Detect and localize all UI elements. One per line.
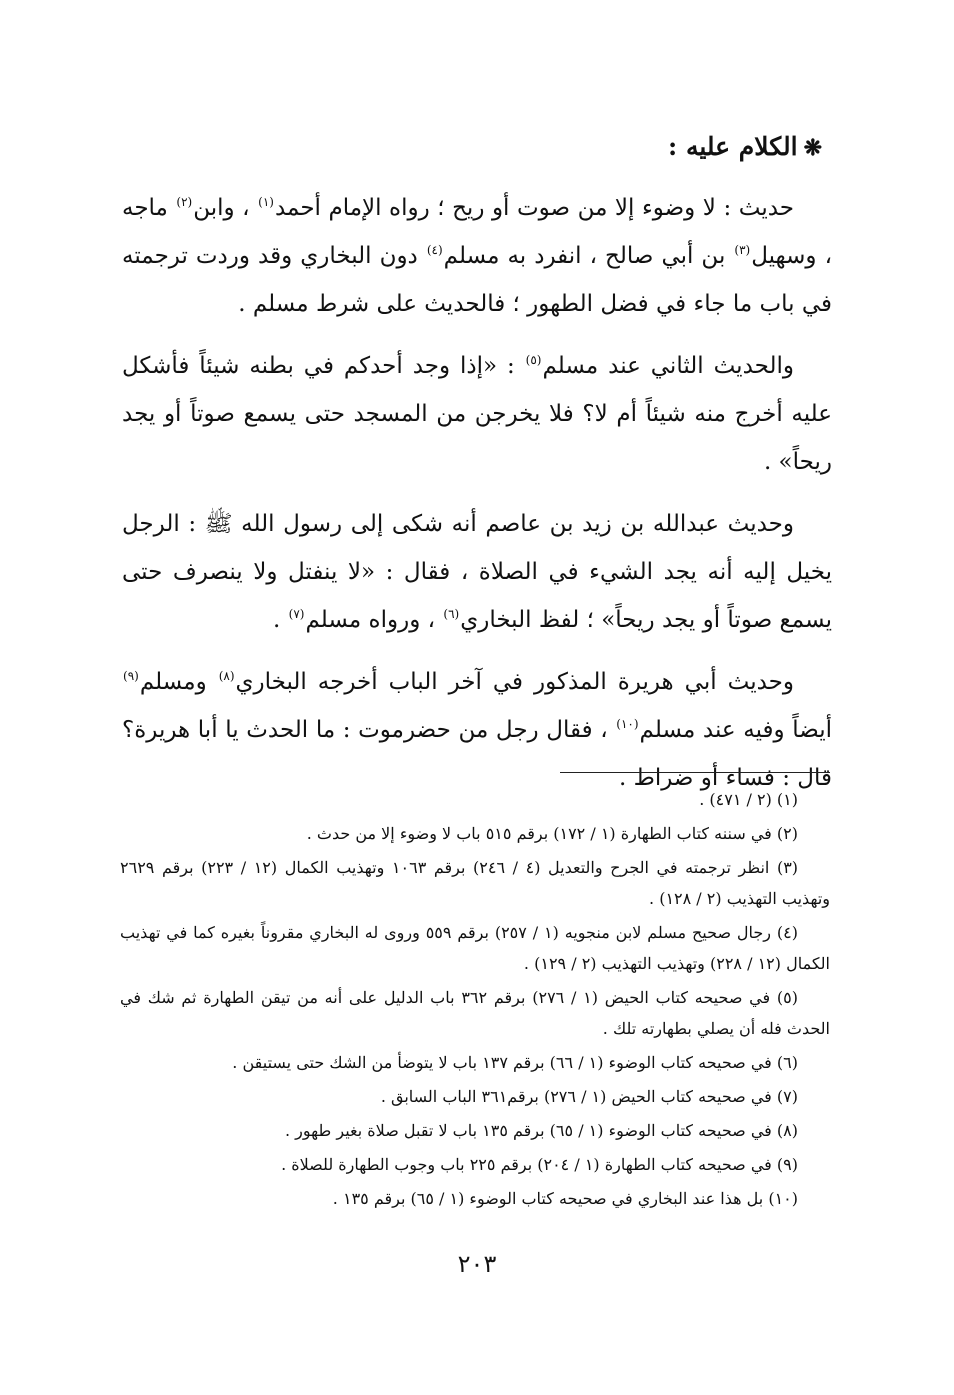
text-run: ماجه ، وسهيل [122,195,832,269]
footnote-1: (١) (٢ / ٤٧١) . [699,790,798,809]
footnote-9: (٩) في صحيحه كتاب الطهارة (١ / ٢٠٤) برقم ٢٢٥ باب وجوب الطهارة للصلاة . [281,1155,798,1174]
text-run: ، فقال رجل من حضرموت : ما الحدث يا أبا هريرة؟ قال : فساء أو ضراط . [122,717,832,791]
footnote-3: (٣) انظر ترجمته في الجرح والتعديل (٤ / ٢٤٦) برقم ١٠٦٣ وتهذيب الكمال (١٢ / ٢٢٣) برقم ٢٦٢٩ وتهذيب التهذيب (٢ / ١٢٨) . [120,858,830,908]
footnote-6: (٦) في صحيحه كتاب الوضوء (١ / ٦٦) برقم ١٣٧ باب لا يتوضأ من الشك حتى يستيقن . [232,1053,798,1072]
text-run: ، وابن [193,195,258,221]
footnote-ref: (٩) [123,669,139,684]
text-run: . [273,607,288,633]
footnote-7: (٧) في صحيحه كتاب الحيض (١ / ٢٧٦) برقم٣٦١ الباب السابق . [380,1087,798,1106]
footnote-ref: (٧) [288,607,305,622]
main-text [122,184,832,816]
footnote-ref: (١) [258,195,274,210]
footnote-ref: (٢) [176,195,193,210]
footnote-5: (٥) في صحيحه كتاب الحيض (١ / ٢٧٦) برقم ٣٦٢ باب الدليل على أنه من تيقن الطهارة ثم شك في الحدث فله أن يصلي بطهارته تلك . [120,988,830,1038]
footnote-4: (٤) رجال صحيح مسلم لابن منجويه (١ / ٢٥٧) برقم ٥٥٩ وروى له البخاري مقروناً بغيره كما في تهذيب الكمال (١٢ / ٢٢٨) وتهذيب التهذيب (٢ / ١٢٩) . [120,923,830,973]
asterism-icon: ❋ [803,135,822,161]
paragraph-1 [122,184,832,328]
footnote-ref: (٦) [443,607,460,622]
text-run: : «إذا وجد أحدكم في بطنه شيئاً فأشكل عليه أخرج منه شيئاً أم لا؟ فلا يخرجن من المسجد حتى يسمع صوتاً أو يجد ريحاً» . [122,353,832,475]
footnote-8: (٨) في صحيحه كتاب الوضوء (١ / ٦٥) برقم ١٣٥ باب لا تقبل صلاة بغير طهور . [285,1121,798,1140]
text-run: بن أبي صالح ، انفرد به مسلم [443,243,734,269]
section-heading-text: الكلام عليه : [668,132,798,161]
footnote-ref: (٣) [734,243,751,258]
text-run: ومسلم [139,669,218,695]
footnote-ref: (٥) [525,353,542,368]
footnote-ref: (١٠) [616,717,639,732]
page-number: ٢٠٣ [457,1250,497,1278]
footnote-10: (١٠) بل هذا عند البخاري في صحيحه كتاب الوضوء (١ / ٦٥) برقم ١٣٥ . [332,1189,798,1208]
paragraph-3 [122,500,832,644]
footnote-ref: (٤) [426,243,443,258]
footnote-ref: (٨) [218,669,235,684]
text-run: أيضاً وفيه عند مسلم [639,717,832,743]
text-run: وحديث أبي هريرة المذكور في آخر الباب أخرجه البخاري [235,669,794,695]
text-run: والحديث الثاني عند مسلم [542,353,794,379]
paragraph-2 [122,342,832,486]
footnote-2: (٢) في سننه كتاب الطهارة (١ / ١٧٢) برقم ٥١٥ باب لا وضوء إلا من حدث . [306,824,798,843]
text-run: وحديث عبدالله بن زيد بن عاصم أنه شكى إلى رسول الله ﷺ : الرجل يخيل إليه أنه يجد الشيء في الصلاة ، فقال : «لا ينفتل ولا ينصرف حتى يسمع صوتاً أو يجد ريحاً» ؛ لفظ البخاري [122,511,832,633]
paragraph-4 [122,658,832,802]
footnotes [120,784,830,1217]
footnote-separator [560,772,830,773]
text-run: دون البخاري وقد وردت ترجمته في باب ما جاء في فضل الطهور ؛ فالحديث على شرط مسلم . [122,243,832,317]
section-heading [668,130,822,165]
text-run: حديث : لا وضوء إلا من صوت أو ريح ؛ رواه الإمام أحمد [274,195,795,221]
text-run: ، ورواه مسلم [305,607,443,633]
